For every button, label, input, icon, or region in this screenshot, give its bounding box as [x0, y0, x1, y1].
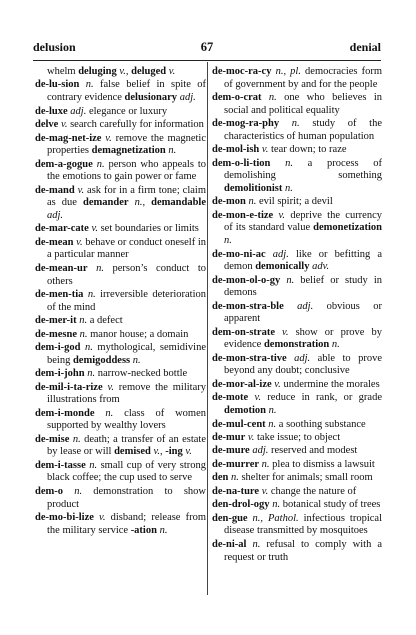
headword: de-ni-al: [212, 538, 247, 550]
definition-text: [266, 249, 273, 260]
part-of-speech: v.: [278, 209, 286, 221]
part-of-speech: n.: [89, 459, 98, 471]
dictionary-entry: [212, 66, 382, 91]
dictionary-entry: [212, 144, 382, 157]
definition-text: infectious tropical disease transmitted by mosquitoes: [224, 512, 382, 537]
headword: dem-i-john: [35, 368, 85, 380]
dictionary-entry: [35, 460, 206, 485]
dictionary-entry: [212, 379, 382, 392]
dictionary-entry: [35, 263, 206, 288]
dictionary-entry: [212, 392, 382, 417]
dictionary-entry: [35, 133, 206, 158]
headword: de-mand: [35, 184, 75, 196]
header-rule: [33, 60, 381, 61]
headword: deluging: [78, 66, 117, 77]
definition-text: behave or conduct oneself in a particular manner: [47, 236, 206, 261]
headword: de-mise: [35, 433, 70, 445]
dictionary-entry: [35, 512, 206, 537]
dictionary-entry: [35, 223, 206, 236]
part-of-speech: n.: [272, 499, 281, 511]
definition-text: one who believes in social and political equality: [224, 92, 383, 116]
headword: de-lu-sion: [35, 79, 80, 91]
dictionary-entry: [212, 301, 382, 326]
headword: demander: [83, 197, 129, 209]
dictionary-entry: [212, 327, 382, 352]
headword: dem-a-gogue: [35, 158, 93, 170]
headword: de-mure: [212, 445, 250, 457]
definition-text: death; a transfer of an estate by lease or will: [47, 433, 206, 458]
headword: den: [212, 472, 229, 484]
headword: demonetization: [313, 222, 382, 234]
definition-text: a process of demolishing something: [224, 157, 383, 182]
definition-text: set boundaries or limits: [97, 223, 199, 235]
dictionary-entry: [35, 486, 206, 511]
part-of-speech: adj.: [179, 92, 196, 104]
dictionary-entry: [35, 342, 206, 367]
headword: de-mon-e-tize: [212, 209, 274, 221]
headword: de-mon: [212, 196, 246, 208]
part-of-speech: v.: [91, 223, 98, 235]
part-of-speech: v.: [60, 119, 68, 131]
headword: den-drol-ogy: [212, 499, 270, 511]
part-of-speech: n., pl.: [275, 66, 301, 77]
part-of-speech: n.: [132, 354, 141, 366]
definition-text: obvious or apparent: [224, 300, 383, 325]
dictionary-entry: [212, 92, 382, 117]
part-of-speech: v.: [76, 236, 83, 248]
definition-text: study of the characteristics of human population: [224, 118, 383, 142]
dictionary-entry: [212, 499, 382, 512]
headword: demagnetization: [91, 145, 166, 157]
definition-text: small cup of very strong black coffee; the cup used to serve: [47, 459, 206, 484]
part-of-speech: n.: [261, 458, 270, 470]
part-of-speech: adj.: [294, 352, 311, 364]
part-of-speech: n.: [291, 118, 300, 130]
definition-text: ,: [142, 197, 152, 209]
headword: de-mote: [212, 392, 249, 404]
definition-text: ,: [125, 66, 132, 77]
part-of-speech: adj.: [252, 445, 269, 457]
definition-text: shelter for animals; small room: [238, 472, 373, 484]
part-of-speech: n.: [252, 538, 261, 550]
definition-text: search carefully for information: [67, 119, 204, 131]
headword: de-mol-ish: [212, 144, 260, 156]
dictionary-entry: [212, 118, 382, 143]
headword: dem-i-tasse: [35, 459, 86, 471]
part-of-speech: n.: [268, 92, 277, 104]
part-of-speech: n.: [285, 157, 293, 169]
headword: de-mil-i-ta-rize: [35, 381, 103, 393]
headword: -ing: [165, 446, 183, 458]
headword: demolitionist: [224, 182, 283, 194]
page-header: [33, 40, 381, 58]
part-of-speech: v.: [153, 446, 160, 458]
definition-text: disband; release from the military service: [47, 512, 206, 536]
part-of-speech: adj.: [272, 248, 289, 260]
definition-text: change the nature of: [268, 485, 357, 497]
headword: de-moc-ra-cy: [212, 66, 272, 77]
dictionary-entry: [212, 459, 382, 472]
dictionary-entry: [35, 329, 206, 342]
definition-text: a defect: [87, 315, 123, 327]
headword: dem-i-monde: [35, 407, 95, 419]
dictionary-entry: [35, 408, 206, 433]
part-of-speech: v.: [282, 326, 289, 338]
part-of-speech: n.: [79, 328, 88, 340]
part-of-speech: v.: [261, 485, 269, 497]
part-of-speech: n., Pathol.: [252, 512, 299, 524]
part-of-speech: n.: [79, 315, 88, 327]
definition-text: [262, 92, 269, 103]
right-column: [212, 66, 382, 565]
headword: -ation: [130, 524, 157, 536]
headword: de-murrer: [212, 458, 260, 470]
definition-text: [63, 486, 74, 497]
headword: dem-i-god: [35, 342, 81, 354]
headword: de-na-ture: [212, 485, 260, 497]
dictionary-entry: [212, 472, 382, 485]
headword: dem-o: [35, 485, 63, 497]
headword: de-men-tia: [35, 289, 84, 300]
part-of-speech: v.: [185, 446, 192, 458]
definition-text: deprive the currency of its standard value: [224, 209, 383, 234]
part-of-speech: v.: [99, 512, 106, 523]
headword: de-mon-stra-ble: [212, 300, 284, 312]
dictionary-entry: [212, 196, 382, 209]
headword: delve: [35, 119, 59, 131]
headword: de-mer-it: [35, 315, 77, 327]
left-column: [35, 66, 206, 538]
definition-text: manor house; a domain: [87, 328, 189, 340]
definition-text: botanical study of trees: [280, 499, 381, 511]
definition-text: remove the magnetic properties: [47, 132, 207, 157]
part-of-speech: n.: [248, 196, 257, 208]
headword: de-mur: [212, 431, 246, 443]
left-guide-word: delusion: [33, 40, 76, 54]
part-of-speech: n.: [159, 524, 168, 536]
part-of-speech: n.: [96, 262, 104, 274]
headword: de-mor-al-ize: [212, 378, 272, 390]
dictionary-entry: [212, 210, 382, 248]
headword: de-mul-cent: [212, 418, 266, 430]
definition-text: [284, 301, 297, 312]
definition-text: take issue; to object: [254, 431, 341, 443]
part-of-speech: n.: [87, 289, 96, 300]
dictionary-entry: [35, 106, 206, 119]
dictionary-entry: [35, 434, 206, 459]
part-of-speech: n.: [134, 197, 143, 209]
dictionary-entry: [212, 513, 382, 538]
page-number: 67: [200, 40, 214, 54]
definition-text: democracies form of government by and for the people: [224, 66, 383, 90]
part-of-speech: adj.: [47, 209, 64, 221]
dictionary-entry: [212, 353, 382, 378]
dictionary-entry: [35, 289, 206, 314]
right-guide-word: denial: [349, 40, 381, 54]
definition-text: class of women supported by wealthy lovers: [47, 407, 206, 432]
dictionary-entry: [35, 237, 206, 262]
part-of-speech: n.: [284, 182, 293, 194]
definition-text: whelm: [47, 66, 79, 77]
dictionary-entry: [35, 185, 206, 223]
dictionary-entry: [212, 539, 382, 564]
dictionary-entry: [212, 432, 382, 445]
dictionary-entry: [212, 275, 382, 300]
headword: de-mar-cate: [35, 223, 89, 235]
part-of-speech: n.: [268, 405, 277, 417]
part-of-speech: n.: [268, 418, 277, 430]
part-of-speech: adv.: [312, 261, 330, 273]
headword: demised: [114, 446, 151, 458]
part-of-speech: n.: [96, 158, 105, 170]
definition-text: evil spirit; a devil: [256, 196, 333, 208]
dictionary-entry: [212, 158, 382, 196]
definition-text: narrow-necked bottle: [95, 368, 188, 380]
definition-text: undermine the morales: [280, 378, 380, 390]
part-of-speech: n.: [85, 79, 94, 91]
headword: de-mon-ol-o-gy: [212, 274, 281, 286]
definition-text: reduce in rank, or grade: [260, 392, 382, 404]
headword: demonstration: [263, 339, 330, 351]
definition-text: ask for in a firm tone; claim as due: [47, 184, 206, 209]
definition-text: belief or study in demons: [224, 274, 382, 299]
definition-text: remove the military illustrations from: [47, 381, 207, 406]
definition-text: plea to dismiss a lawsuit: [269, 458, 375, 470]
definition-text: like or befitting a demon: [224, 248, 383, 273]
part-of-speech: v.: [107, 381, 114, 393]
definition-text: [270, 158, 285, 169]
headword: dem-o-li-tion: [212, 157, 271, 169]
part-of-speech: v.: [261, 144, 269, 156]
dictionary-entry: [35, 119, 206, 132]
headword: de-mo-bi-lize: [35, 512, 94, 523]
dictionary-entry: [212, 419, 382, 432]
part-of-speech: n.: [286, 274, 295, 286]
definition-text: refusal to comply with a request or truth: [224, 538, 383, 563]
headword: delusionary: [124, 92, 178, 104]
headword: de-mog-ra-phy: [212, 118, 280, 130]
part-of-speech: n.: [168, 145, 177, 157]
definition-text: [287, 353, 294, 364]
headword: de-mag-net-ize: [35, 132, 102, 144]
part-of-speech: n.: [105, 407, 114, 419]
part-of-speech: v.: [105, 132, 112, 144]
part-of-speech: adj.: [297, 300, 314, 312]
part-of-speech: adj.: [70, 105, 87, 117]
headword: de-luxe: [35, 105, 68, 117]
headword: den-gue: [212, 512, 248, 524]
definition-text: irreversible deterioration of the mind: [47, 289, 206, 313]
headword: de-mean: [35, 236, 74, 248]
headword: dem-on-strate: [212, 326, 275, 338]
part-of-speech: n.: [74, 485, 83, 497]
headword: de-mean-ur: [35, 262, 88, 274]
headword: de-mo-ni-ac: [212, 248, 266, 260]
dictionary-entry: [212, 249, 382, 274]
dictionary-entry: [35, 66, 206, 79]
dictionary-entry: [212, 486, 382, 499]
dictionary-entry: [35, 382, 206, 407]
definition-text: person’s conduct to others: [47, 262, 207, 287]
definition-text: [88, 263, 97, 274]
definition-text: person who appeals to the emotions to gain power or fame: [47, 158, 207, 183]
part-of-speech: v.: [247, 431, 255, 443]
definition-text: ,: [159, 446, 166, 458]
part-of-speech: v.: [254, 392, 261, 404]
dictionary-entry: [35, 79, 206, 104]
dictionary-entry: [212, 445, 382, 458]
definition-text: demonstration to show product: [47, 485, 206, 510]
definition-text: [275, 327, 282, 338]
headword: demonically: [255, 261, 310, 273]
headword: demandable: [151, 197, 206, 209]
headword: demotion: [224, 405, 266, 417]
part-of-speech: n.: [72, 433, 81, 445]
dictionary-entry: [35, 368, 206, 381]
part-of-speech: n.: [331, 339, 340, 351]
dictionary-entry: [35, 315, 206, 328]
dictionary-entry: [35, 159, 206, 184]
part-of-speech: n.: [85, 342, 93, 354]
part-of-speech: n.: [224, 235, 232, 247]
definition-text: [279, 118, 292, 129]
definition-text: show or prove by evidence: [224, 326, 383, 351]
headword: de-mesne: [35, 328, 77, 340]
definition-text: elegance or luxury: [86, 105, 168, 117]
definition-text: [95, 408, 106, 419]
definition-text: a soothing substance: [276, 418, 366, 430]
part-of-speech: n.: [87, 368, 96, 380]
definition-text: tear down; to raze: [268, 144, 347, 156]
headword: de-mon-stra-tive: [212, 352, 287, 364]
headword: demigoddess: [72, 354, 131, 366]
definition-text: mythological, semidivine being: [47, 342, 207, 366]
column-divider: [207, 62, 208, 595]
definition-text: able to prove beyond any doubt; conclusive: [224, 352, 383, 377]
headword: dem-o-crat: [212, 92, 262, 104]
part-of-speech: n.: [230, 472, 239, 484]
definition-text: reserved and modest: [268, 445, 358, 457]
part-of-speech: v.: [168, 66, 176, 77]
part-of-speech: v.: [119, 66, 126, 77]
headword: deluged: [131, 66, 167, 77]
part-of-speech: v.: [77, 184, 85, 196]
part-of-speech: v.: [274, 378, 281, 390]
definition-text: false belief in spite of contrary evidence: [47, 79, 207, 104]
